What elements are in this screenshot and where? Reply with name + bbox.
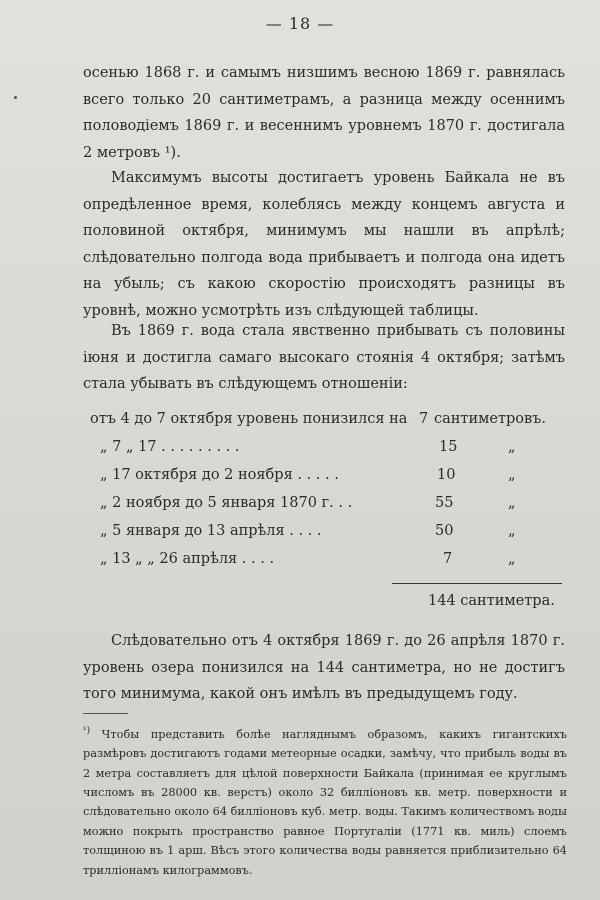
footnote-rule <box>83 713 128 714</box>
table-value: 55 <box>435 495 454 511</box>
table-unit: „ <box>508 467 516 483</box>
table-value: 15 <box>439 439 458 455</box>
paragraph-4: Слѣдовательно отъ 4 октября 1869 г. до 26 апрѣля 1870 г. уровень озера понизился на 144 сантиметра, но не достигъ того минимума, какой онъ имѣлъ въ предыдущемъ году. <box>83 633 565 702</box>
paragraph-2: Максимумъ высоты достигаетъ уровень Байкала не въ опредѣленное время, колеблясь между концемъ августа и половиной октября, минимумъ мы нашли въ апрѣлѣ; слѣдовательно полгода вода прибываетъ и полгода она идетъ на убыль; съ какою скоростію происходятъ разницы въ уровнѣ, можно усмотрѣть изъ слѣдующей таблицы. <box>83 170 565 319</box>
table-value: 50 <box>435 523 454 539</box>
table-period: „ 17 октября до 2 ноября . . . . . <box>100 467 339 483</box>
margin-speck <box>14 96 17 99</box>
table-period: „ 5 января до 13 апрѣля . . . . <box>100 523 322 539</box>
table-unit: сантиметровъ. <box>434 411 547 427</box>
sum-rule <box>392 583 562 584</box>
table-unit: „ <box>508 551 516 567</box>
paragraph-3: Въ 1869 г. вода стала явственно прибывать съ половины іюня и достигла самаго высокаго стоянія 4 октября; затѣмъ стала убывать въ слѣдующемъ отношеніи: <box>83 323 565 392</box>
page-number: — 18 — <box>265 14 335 33</box>
footnote <box>83 722 567 880</box>
table-value: 10 <box>437 467 456 483</box>
footnote-mark: ¹) <box>83 726 91 736</box>
table-row <box>0 495 600 521</box>
table-period: отъ 4 до 7 октября уровень понизился на <box>90 411 408 427</box>
paragraph-1: осенью 1868 г. и самымъ низшимъ весною 1869 г. равнялась всего только 20 сантиметрамъ, а разница между осеннимъ половодіемъ 1869 г. и весеннимъ уровнемъ 1870 г. достигала 2 метровъ ¹). <box>83 65 565 161</box>
table-row <box>0 523 600 549</box>
table-row <box>0 411 600 437</box>
table-period: „ 2 ноября до 5 января 1870 г. . . <box>100 495 353 511</box>
table-total: 144 сантиметра. <box>428 593 555 609</box>
table-value: 7 <box>419 411 429 427</box>
table-value: 7 <box>443 551 453 567</box>
table-row <box>0 551 600 577</box>
table-unit: „ <box>508 439 516 455</box>
table-unit: „ <box>508 495 516 511</box>
table-period: „ 13 „ „ 26 апрѣля . . . . <box>100 551 275 567</box>
table-period: „ 7 „ 17 . . . . . . . . . <box>100 439 240 455</box>
table-unit: „ <box>508 523 516 539</box>
footnote-text: Чтобы представить болѣе нагляднымъ образомъ, какихъ гигантскихъ размѣровъ достигаютъ годами метеорные осадки, замѣчу, что прибыль воды въ 2 метра составляетъ для цѣлой поверхности Байкала (принимая ее круглымъ числомъ въ 28000 кв. верстъ) около 32 билліоновъ кв. метр. поверхности и слѣдовательно около 64 билліоновъ куб. метр. воды. Такимъ количествомъ воды можно покрыть пространство равное Португаліи (1771 кв. миль) слоемъ толщиною въ 1 арш. Вѣсъ этого количества воды равняется приблизительно 64 трилліонамъ килограммовъ. <box>83 727 567 877</box>
table-row <box>0 439 600 465</box>
table-row <box>0 467 600 493</box>
